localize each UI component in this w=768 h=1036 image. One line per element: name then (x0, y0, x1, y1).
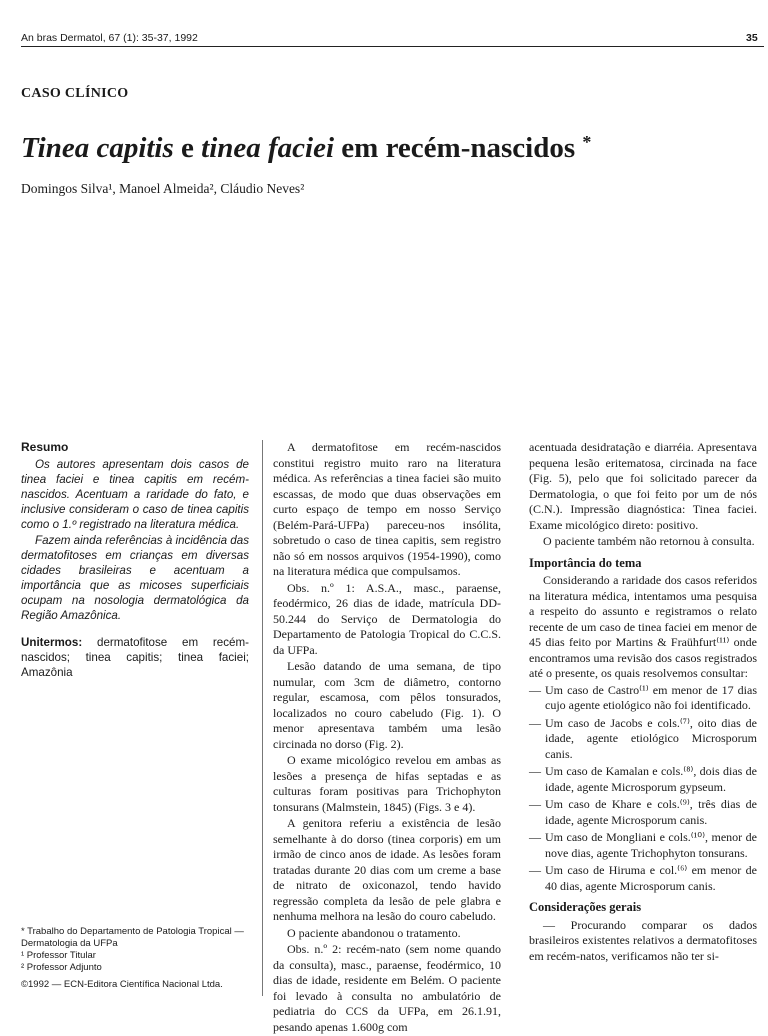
title-rest: em recém-nascidos (334, 132, 576, 164)
list-item: — Um caso de Jacobs e cols.⁽⁷⁾, oito dias de idade, agente etiológico Microsporum canis. (529, 715, 757, 761)
keywords-label: Unitermos: (21, 636, 83, 649)
case-list (529, 683, 757, 895)
case-1-exam: O exame micológico revelou em ambas as lesões a presença de hifas septadas e as culturas foram positivas para Trichophyton tonsurans (Malmstein, 1845) (Figs. 3 e 4). (273, 753, 501, 814)
title-term-1: Tinea capitis (21, 132, 174, 164)
list-item: — Um caso de Kamalan e cols.⁽⁸⁾, dois dias de idade, agente Microsporum gypseum. (529, 764, 757, 794)
page-number: 35 (746, 32, 758, 44)
case-2-continued: acentuada desidratação e diarréia. Apresentava pequena lesão eritematosa, circinada na face (Fig. 5), pelo que foi solicitado parecer da Dermatologia, o que foi feito por um de nós (C.N.). Impressão diagnóstica: Tinea faciei. Exame micológico direto: positivo. (529, 440, 757, 532)
case-1-paragraph: Obs. n.º 1: A.S.A., masc., paraense, feodérmico, 26 dias de idade, matrícula DD-50.244 do Serviço de Dermatologia do Departamento de Patologia Tropical do C.C.S. da UFPa. (273, 580, 501, 657)
importance-paragraph: Considerando a raridade dos casos referidos na literatura médica, intentamos uma pesquisa a respeito do assunto e registramos o relato recente de um caso de tinea faciei em menor de 45 dias feito por Martins & Fraühfurt⁽¹¹⁾ onde encontramos uma revisão dos casos registrados até o presente, os quais resolvemos consultar: (529, 573, 757, 680)
footnote-affiliation: * Trabalho do Departamento de Patologia Tropical — Dermatologia da UFPa (21, 926, 244, 949)
article-title (21, 132, 591, 165)
title-conj: e (173, 132, 202, 164)
section-label: CASO CLÍNICO (21, 86, 129, 101)
footnote-titular: ¹ Professor Titular (21, 950, 96, 961)
right-column (529, 440, 757, 965)
keywords (21, 635, 249, 680)
list-item: — Um caso de Khare e cols.⁽⁹⁾, três dias de idade, agente Microsporum canis. (529, 797, 757, 827)
column-divider (262, 440, 263, 996)
case-2-paragraph: Obs. n.º 2: recém-nato (sem nome quando da consulta), masc., paraense, feodérmico, 10 dias de idade, residente em Belém. O paciente foi levado à consulta no ambulatório de pediatria do CCS da UFPa, em 26.1.91, pesando apenas 1.600g com (273, 942, 501, 1034)
case-1-abandon: O paciente abandonou o tratamento. (287, 925, 461, 940)
case-1-lesion: Lesão datando de uma semana, de tipo numular, com 3cm de diâmetro, contorno regular, escamosa, com pêlos tonsurados, localizados no couro cabeludo (Fig. 1). O menor apresentava também uma lesão circinada no dorso (Fig. 2). (273, 659, 501, 751)
abstract-paragraph-2: Fazem ainda referências à incidência das dermatofitoses em crianças em diversas cidades brasileiras e acentuam a importância que as micoses superficiais ocupam na nosologia dermatológica da Região Amazônica. (21, 534, 249, 622)
case-1-family: A genitora referiu a existência de lesão semelhante à do dorso (tinea corporis) em um irmão de cinco anos de idade. As lesões foram tratadas durante 20 dias com um creme a base de nitrato de oxiconazol, tendo havido regressão completa da lesão de pele glabra e nenhuma melhora na lesão do couro cabeludo. (273, 816, 501, 923)
heading-considerations: Considerações gerais (529, 900, 642, 914)
list-item: — Um caso de Mongliani e cols.⁽¹⁰⁾, menor de nove dias, agente Trichophyton tonsurans. (529, 830, 757, 860)
footnote-adjunto: ² Professor Adjunto (21, 962, 102, 973)
list-item: — Um caso de Castro⁽¹⁾ em menor de 17 dias cujo agente etiológico não foi identificado. (529, 682, 757, 712)
middle-column (273, 440, 501, 1036)
copyright: ©1992 — ECN-Editora Científica Nacional Ltda. (21, 979, 223, 990)
title-term-2: tinea faciei (201, 132, 335, 164)
intro-paragraph: A dermatofitose em recém-nascidos constitui registro muito raro na literatura médica. As referências a tinea faciei são muito escassas, de modo que duas observações em curto espaço de tempo em nosso Serviço (Belém-Pará-UFPa) pareceu-nos insólita, sobretudo o caso de tinea capitis, sem registro não só em nossos arquivos (1954-1990), como na literatura médica que compulsamos. (273, 440, 501, 578)
case-2-return: O paciente também não retornou à consulta. (543, 534, 755, 548)
abstract-paragraph-1: Os autores apresentam dois casos de tinea faciei e tinea capitis em recém-nascidos. Acentuam a raridade do fato, e inclusive consideram o caso de tinea capitis como o 1.º registrado na literatura médica. (21, 458, 249, 531)
keywords-text: dermatofitose em recém-nascidos; tinea capitis; tinea faciei; Amazônia (21, 636, 249, 679)
abstract-column (21, 440, 249, 681)
journal-citation: An bras Dermatol, 67 (1): 35-37, 1992 (21, 32, 198, 44)
considerations-paragraph: — Procurando comparar os dados brasileiros existentes relativos a dermatofitoses em recém-natos, verificamos não ter si- (529, 917, 757, 963)
header-rule (21, 46, 764, 47)
footnotes (21, 926, 249, 974)
authors: Domingos Silva¹, Manoel Almeida², Cláudio Neves² (21, 181, 305, 196)
title-footnote-mark: * (582, 132, 592, 152)
heading-importance: Importância do tema (529, 555, 642, 570)
list-item: — Um caso de Hiruma e col.⁽⁶⁾ em menor de 40 dias, agente Microsporum canis. (529, 863, 757, 893)
abstract-heading: Resumo (21, 440, 69, 454)
